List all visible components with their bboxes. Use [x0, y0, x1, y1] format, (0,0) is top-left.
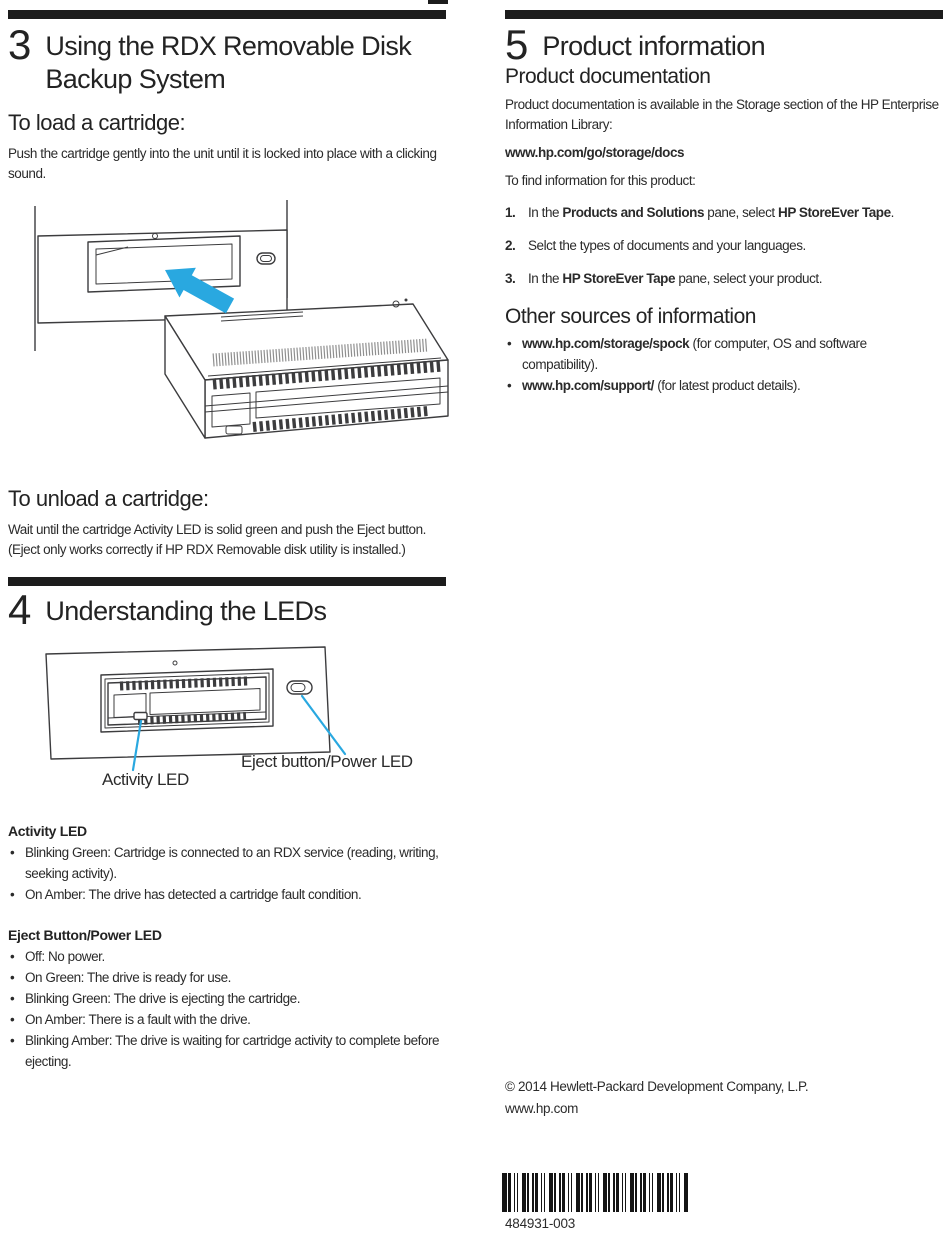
right-column — [505, 0, 943, 1241]
step-item — [505, 236, 943, 256]
hp-site-url: www.hp.com — [505, 1101, 579, 1116]
step-item — [505, 269, 943, 289]
left-column — [8, 0, 446, 1072]
activity-led-list — [8, 842, 446, 905]
activity-led-heading: Activity LED — [8, 823, 87, 839]
list-item: • Blinking Green: The drive is ejecting the cartridge. — [8, 988, 446, 1009]
section-title: Understanding the LEDs — [45, 596, 327, 626]
load-cartridge-body: Push the cartridge gently into the unit until it is locked into place with a clicking sound. — [8, 146, 437, 181]
load-cartridge-illustration — [8, 200, 456, 448]
list-item: • On Amber: The drive has detected a cartridge fault condition. — [8, 884, 446, 905]
list-item: • On Green: The drive is ready for use. — [8, 967, 446, 988]
section-3-heading — [8, 21, 446, 96]
activity-callout-label: Activity LED — [102, 770, 189, 789]
drive-panel — [38, 230, 287, 323]
list-item: • Blinking Amber: The drive is waiting for cartridge activity to complete before ejecting. — [8, 1030, 446, 1072]
cartridge-latch-dot — [405, 299, 408, 302]
drive-panel — [46, 647, 330, 759]
step-text: In the Products and Solutions pane, select HP StoreEver Tape. — [528, 205, 894, 220]
section-4-heading — [8, 586, 446, 633]
part-number: 484931-003 — [505, 1216, 576, 1231]
list-item: • On Amber: There is a fault with the drive. — [8, 1009, 446, 1030]
list-item: • www.hp.com/storage/spock (for computer, OS and software compatibility). — [505, 333, 943, 375]
step-text: In the HP StoreEver Tape pane, select your product. — [528, 271, 822, 286]
footer — [505, 1076, 808, 1120]
activity-led — [134, 713, 147, 720]
step-number: 1. — [505, 205, 516, 220]
section-title: Product information — [542, 31, 766, 61]
list-item: • www.hp.com/support/ (for latest product details). — [505, 375, 943, 396]
find-info-steps — [505, 203, 943, 289]
step-number: 2. — [505, 238, 516, 253]
led-figure — [8, 642, 446, 794]
product-documentation-heading: Product documentation — [505, 65, 711, 88]
step-text: Selct the types of documents and your languages. — [528, 238, 806, 253]
section-number: 5 — [505, 21, 528, 68]
other-sources-heading: Other sources of information — [505, 305, 756, 328]
unload-cartridge-body: Wait until the cartridge Activity LED is solid green and push the Eject button. (Eject only works correctly if HP RDX Removable disk utility is installed.) — [8, 522, 426, 557]
product-documentation-body: Product documentation is available in the Storage section of the HP Enterprise Information Library: — [505, 97, 939, 132]
list-item: • Off: No power. — [8, 946, 446, 967]
load-cartridge-figure — [8, 200, 446, 448]
section-rule-bar — [8, 10, 446, 19]
step-item — [505, 203, 943, 223]
eject-led-heading: Eject Button/Power LED — [8, 927, 162, 943]
find-info-intro: To find information for this product: — [505, 173, 696, 188]
other-sources-list — [505, 333, 943, 396]
section-5-heading — [505, 21, 943, 68]
docs-url: www.hp.com/go/storage/docs — [505, 145, 685, 160]
eject-led-list — [8, 946, 446, 1072]
step-number: 3. — [505, 271, 516, 286]
list-item: • Blinking Green: Cartridge is connected to an RDX service (reading, writing, seeking activity). — [8, 842, 446, 884]
section-title: Using the RDX Removable Disk Backup System — [45, 31, 412, 94]
section-rule-bar — [505, 10, 943, 19]
eject-callout-label: Eject button/Power LED — [241, 752, 413, 771]
load-cartridge-heading: To load a cartridge: — [8, 110, 186, 135]
copyright-text: © 2014 Hewlett-Packard Development Company, L.P. — [505, 1079, 809, 1094]
section-rule-bar — [8, 577, 446, 586]
barcode — [502, 1173, 688, 1212]
unload-cartridge-heading: To unload a cartridge: — [8, 486, 209, 511]
section-number: 4 — [8, 586, 31, 633]
section-number: 3 — [8, 21, 31, 68]
